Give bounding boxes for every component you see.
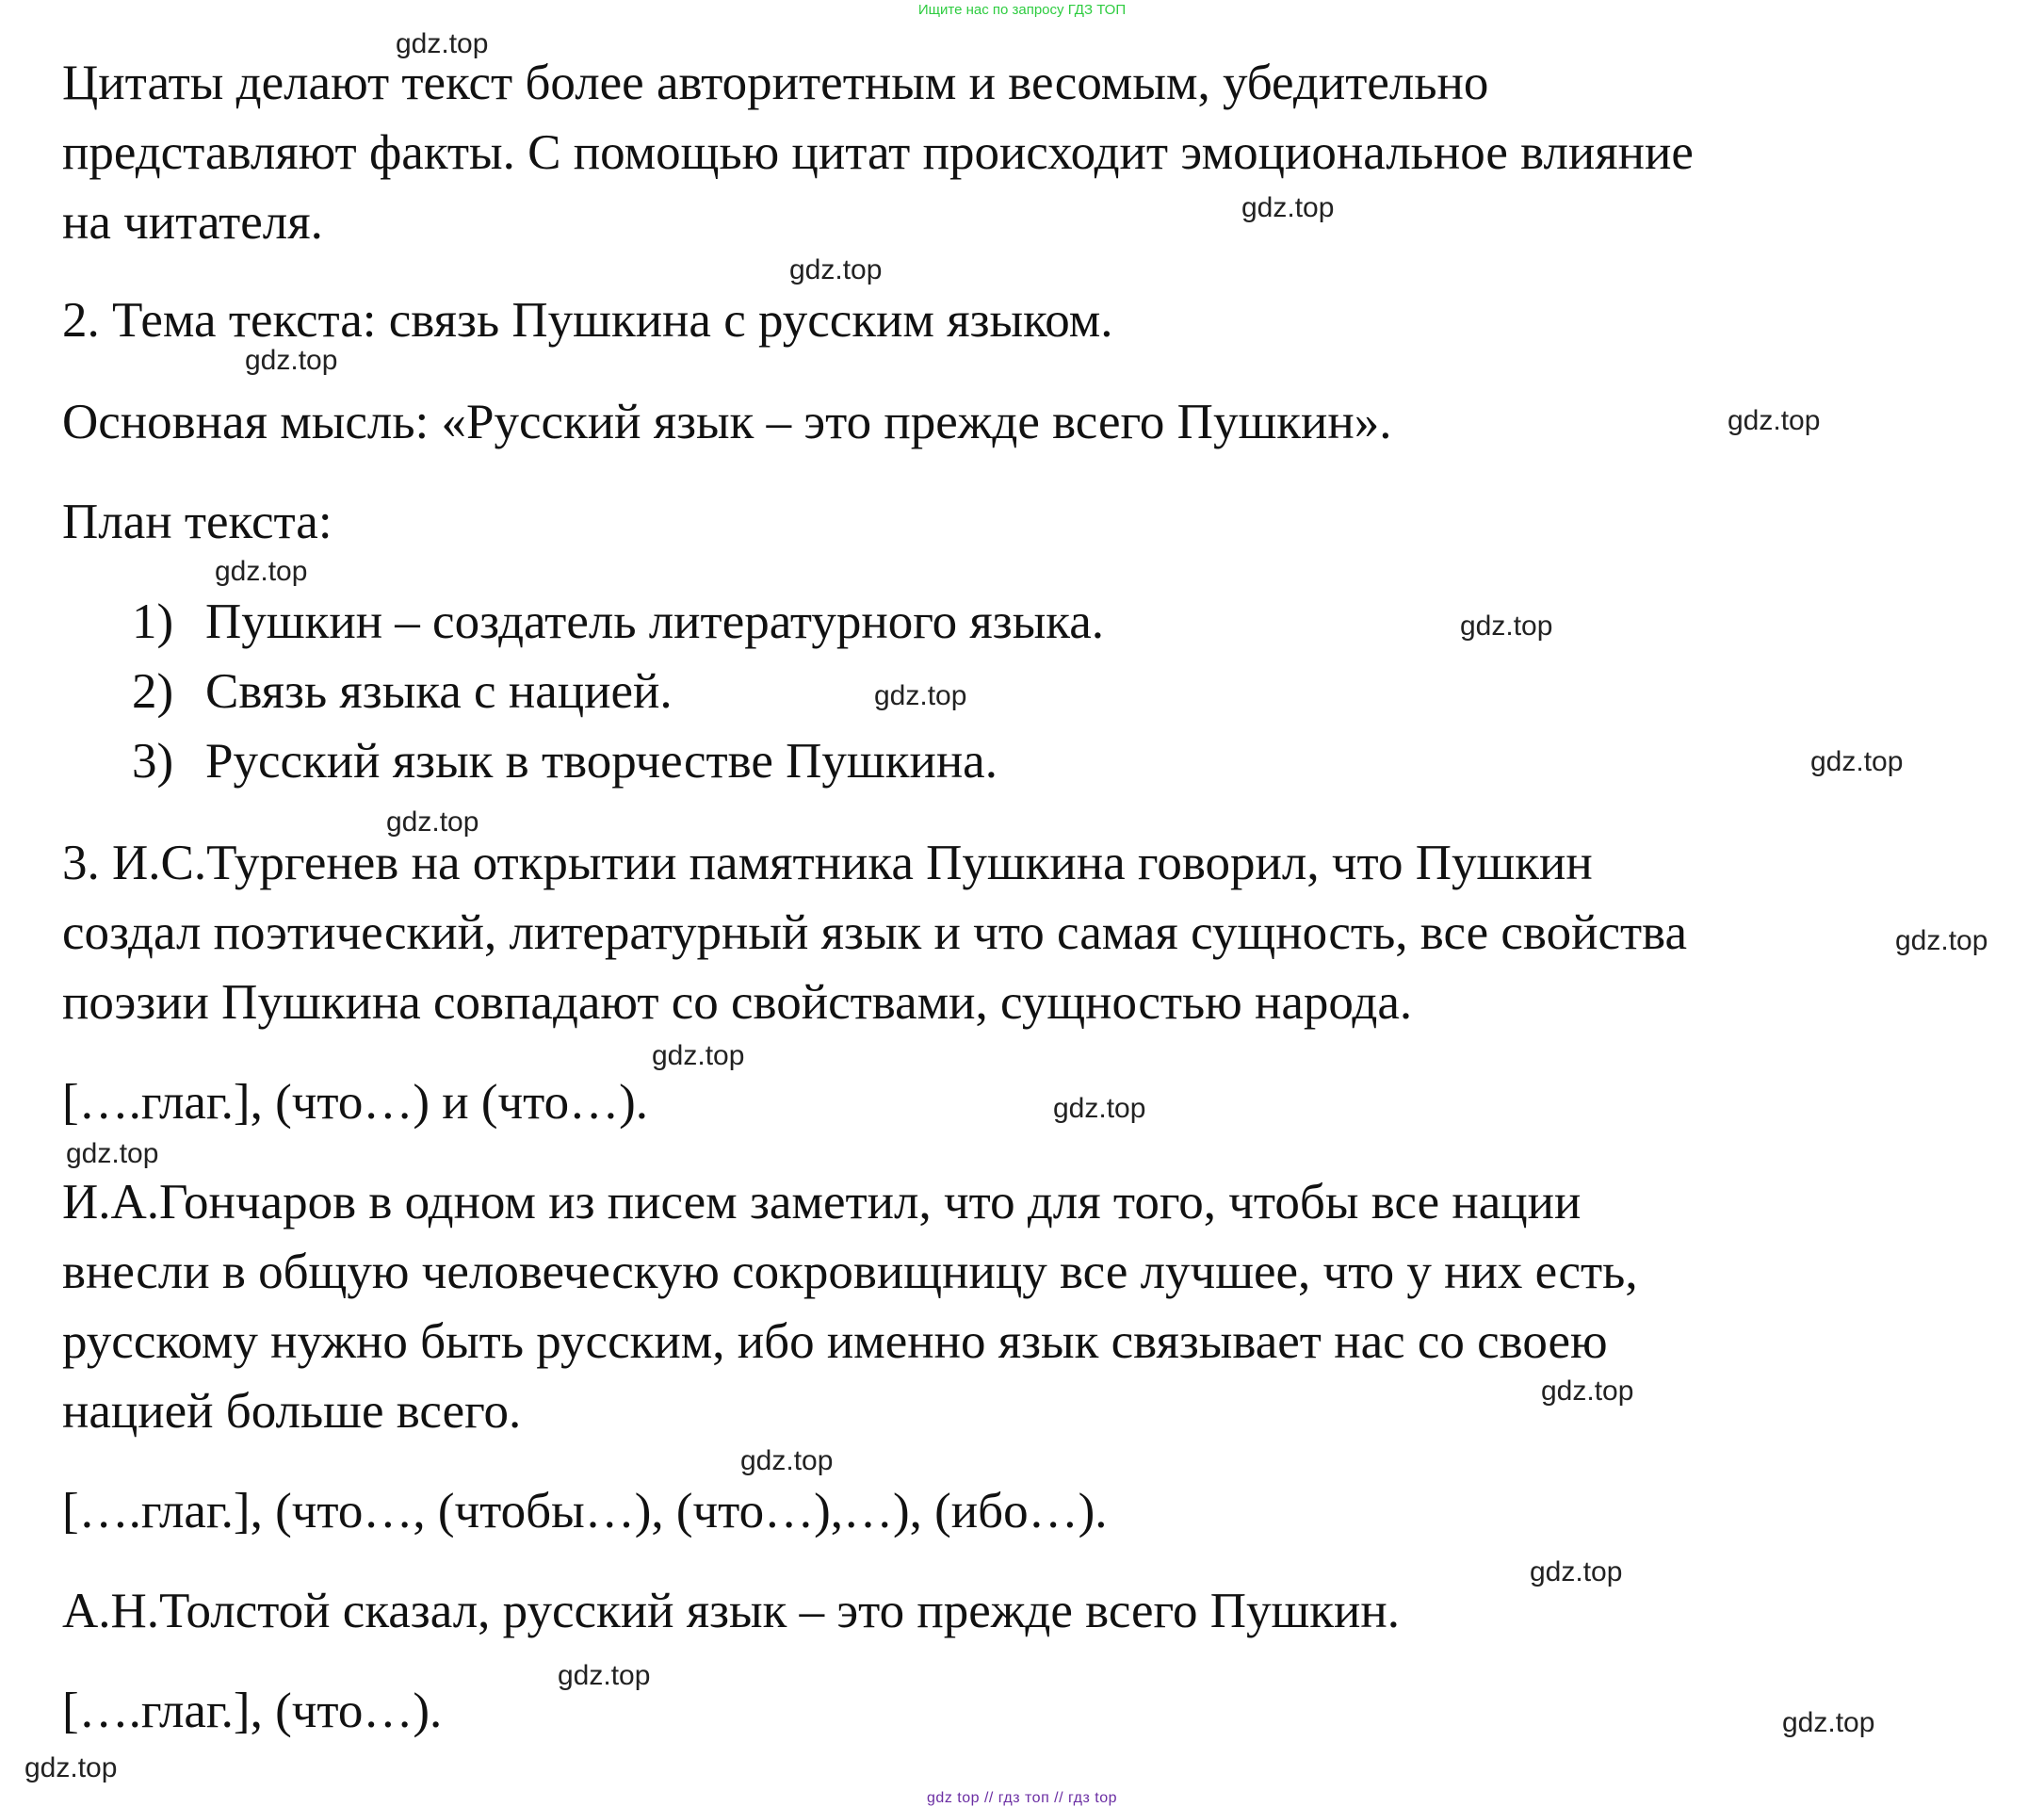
watermark: gdz.top <box>1460 610 1553 642</box>
plan-item-text: Пушкин – создатель литературного языка. <box>205 594 1105 649</box>
intro-line-1: Цитаты делают текст более авторитетным и весомым, убедительно <box>62 56 1489 110</box>
watermark: gdz.top <box>1241 192 1335 223</box>
watermark: gdz.top <box>1541 1376 1634 1407</box>
turgenev-line-2: создал поэтический, литературный язык и что самая сущность, все свойства <box>62 905 1687 960</box>
goncharov-line-3: русскому нужно быть русским, ибо именно язык связывает нас со своею <box>62 1314 1608 1369</box>
watermark: gdz.top <box>1782 1707 1875 1738</box>
watermark: gdz.top <box>245 345 338 376</box>
watermark: gdz.top <box>215 556 308 587</box>
goncharov-line-2: внесли в общую человеческую сокровищницу все лучшее, что у них есть, <box>62 1245 1638 1299</box>
text-topic: 2. Тема текста: связь Пушкина с русским языком. <box>62 293 1113 348</box>
goncharov-line-1: И.А.Гончаров в одном из писем заметил, что для того, чтобы все нации <box>62 1175 1582 1229</box>
watermark: gdz.top <box>1810 746 1904 777</box>
watermark: gdz.top <box>386 806 479 838</box>
plan-item-number: 2) <box>132 664 174 719</box>
watermark: gdz.top <box>1530 1556 1623 1587</box>
plan-item <box>132 733 998 790</box>
plan-item <box>132 594 1104 650</box>
sentence-scheme-1: [….глаг.], (что…) и (что…). <box>62 1075 649 1130</box>
watermark: gdz.top <box>66 1138 159 1169</box>
watermark: gdz.top <box>874 680 967 711</box>
watermark: gdz.top <box>396 28 489 59</box>
turgenev-line-3: поэзии Пушкина совпадают со свойствами, сущностью народа. <box>62 975 1413 1030</box>
top-banner: Ищите нас по запросу ГДЗ ТОП <box>917 2 1127 18</box>
watermark: gdz.top <box>789 254 883 285</box>
sentence-scheme-2: [….глаг.], (что…, (чтобы…), (что…),…), (ибо…). <box>62 1484 1108 1538</box>
plan-item-number: 1) <box>132 594 174 649</box>
main-idea: Основная мысль: «Русский язык – это прежде всего Пушкин». <box>62 395 1392 449</box>
goncharov-line-4: нацией больше всего. <box>62 1384 522 1439</box>
sentence-scheme-3: [….глаг.], (что…). <box>62 1684 443 1738</box>
tolstoy-quote: А.Н.Толстой сказал, русский язык – это прежде всего Пушкин. <box>62 1584 1401 1638</box>
watermark: gdz.top <box>1895 925 1988 956</box>
intro-line-2: представляют факты. С помощью цитат происходит эмоциональное влияние <box>62 125 1694 180</box>
plan-item-text: Русский язык в творчестве Пушкина. <box>205 734 998 789</box>
watermark: gdz.top <box>1728 405 1821 436</box>
watermark: gdz.top <box>24 1752 118 1783</box>
plan-item <box>132 663 673 720</box>
intro-line-3: на читателя. <box>62 195 323 250</box>
plan-item-text: Связь языка с нацией. <box>205 664 673 719</box>
watermark: gdz.top <box>740 1445 834 1476</box>
watermark: gdz.top <box>652 1040 745 1071</box>
plan-title: План текста: <box>62 495 333 549</box>
bottom-banner: gdz top // гдз топ // гдз top <box>927 1790 1117 1806</box>
watermark: gdz.top <box>558 1660 651 1691</box>
watermark: gdz.top <box>1053 1093 1146 1124</box>
plan-item-number: 3) <box>132 734 174 789</box>
turgenev-line-1: 3. И.С.Тургенев на открытии памятника Пушкина говорил, что Пушкин <box>62 836 1593 890</box>
